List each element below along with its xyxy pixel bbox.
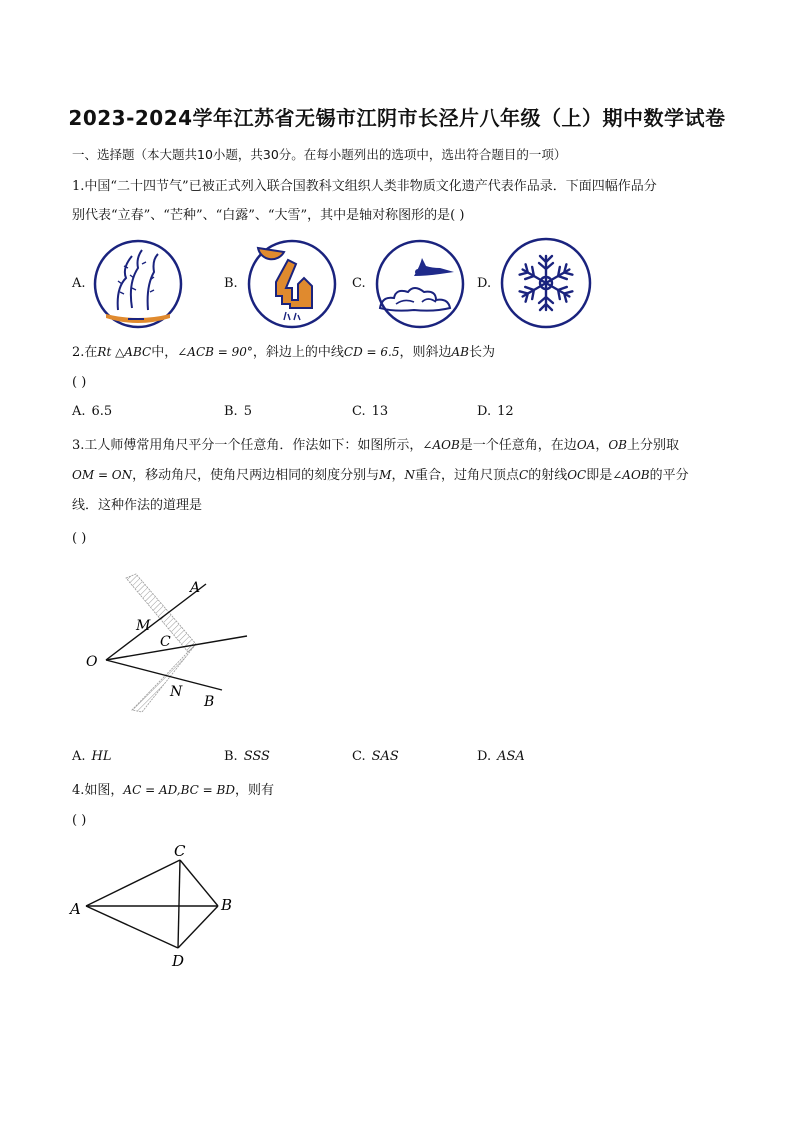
q3-option-c: C. SAS	[352, 749, 399, 764]
q1-line2: 别代表“立春”、“芒种”、“白露”、“大雪”，其中是轴对称图形的是( )	[72, 208, 465, 223]
page-title: 2023-2024学年江苏省无锡市江阴市长泾片八年级（上）期中数学试卷	[68, 106, 726, 130]
kite-figure	[66, 840, 246, 972]
q3-option-d: D. ASA	[477, 749, 525, 764]
q2-option-d: D. 12	[477, 404, 514, 419]
q1-option-b-label: B.	[224, 276, 238, 291]
q2-option-b: B. 5	[224, 404, 252, 419]
q3-answer-paren: ( )	[72, 531, 87, 546]
q2-option-a: A. 6.5	[72, 404, 113, 419]
q3-line2: OM = ON，移动角尺，使角尺两边相同的刻度分别与M，N重合，过角尺顶点C的射线OC即是∠AOB的平分	[72, 468, 689, 483]
q4-line1: 4.如图，AC = AD,BC = BD，则有	[72, 783, 274, 798]
q2-answer-paren: ( )	[72, 375, 87, 390]
sun-house-picture	[246, 238, 338, 330]
label-c: C	[160, 634, 171, 650]
q2-line1: 2.在Rt △ABC中，∠ACB = 90°，斜边上的中线CD = 6.5，则斜边AB长为	[72, 345, 496, 360]
label-o: O	[86, 654, 98, 670]
q3-line1: 3.工人师傅常用角尺平分一个任意角．作法如下：如图所示，∠AOB是一个任意角，在边OA，OB上分别取	[72, 438, 680, 453]
q4-answer-paren: ( )	[72, 813, 87, 828]
willow-picture	[92, 238, 184, 330]
label-d: D	[172, 952, 185, 970]
q1-option-d-label: D.	[477, 276, 492, 291]
q1-line1: 1.中国“二十四节气”已被正式列入联合国教科文组织人类非物质文化遗产代表作品录．下面四幅作品分	[72, 179, 657, 194]
label-n: N	[170, 684, 183, 700]
label-a: A	[70, 900, 81, 918]
snowflake-picture	[499, 236, 593, 330]
section-heading: 一、选择题（本大题共10小题，共30分。在每小题列出的选项中，选出符合题目的一项）	[72, 147, 567, 162]
label-m: M	[136, 618, 151, 634]
label-c: C	[174, 842, 186, 860]
q3-option-a: A. HL	[72, 749, 112, 764]
q2-option-c: C. 13	[352, 404, 389, 419]
q1-option-a-label: A.	[72, 276, 86, 291]
q3-option-b: B. SSS	[224, 749, 270, 764]
goose-cloud-picture	[374, 238, 466, 330]
label-a: A	[190, 580, 201, 596]
angle-bisector-figure	[80, 570, 270, 720]
q1-option-c-label: C.	[352, 276, 366, 291]
q3-line3: 线．这种作法的道理是	[72, 498, 203, 513]
label-b: B	[221, 896, 233, 914]
label-b: B	[204, 694, 215, 710]
